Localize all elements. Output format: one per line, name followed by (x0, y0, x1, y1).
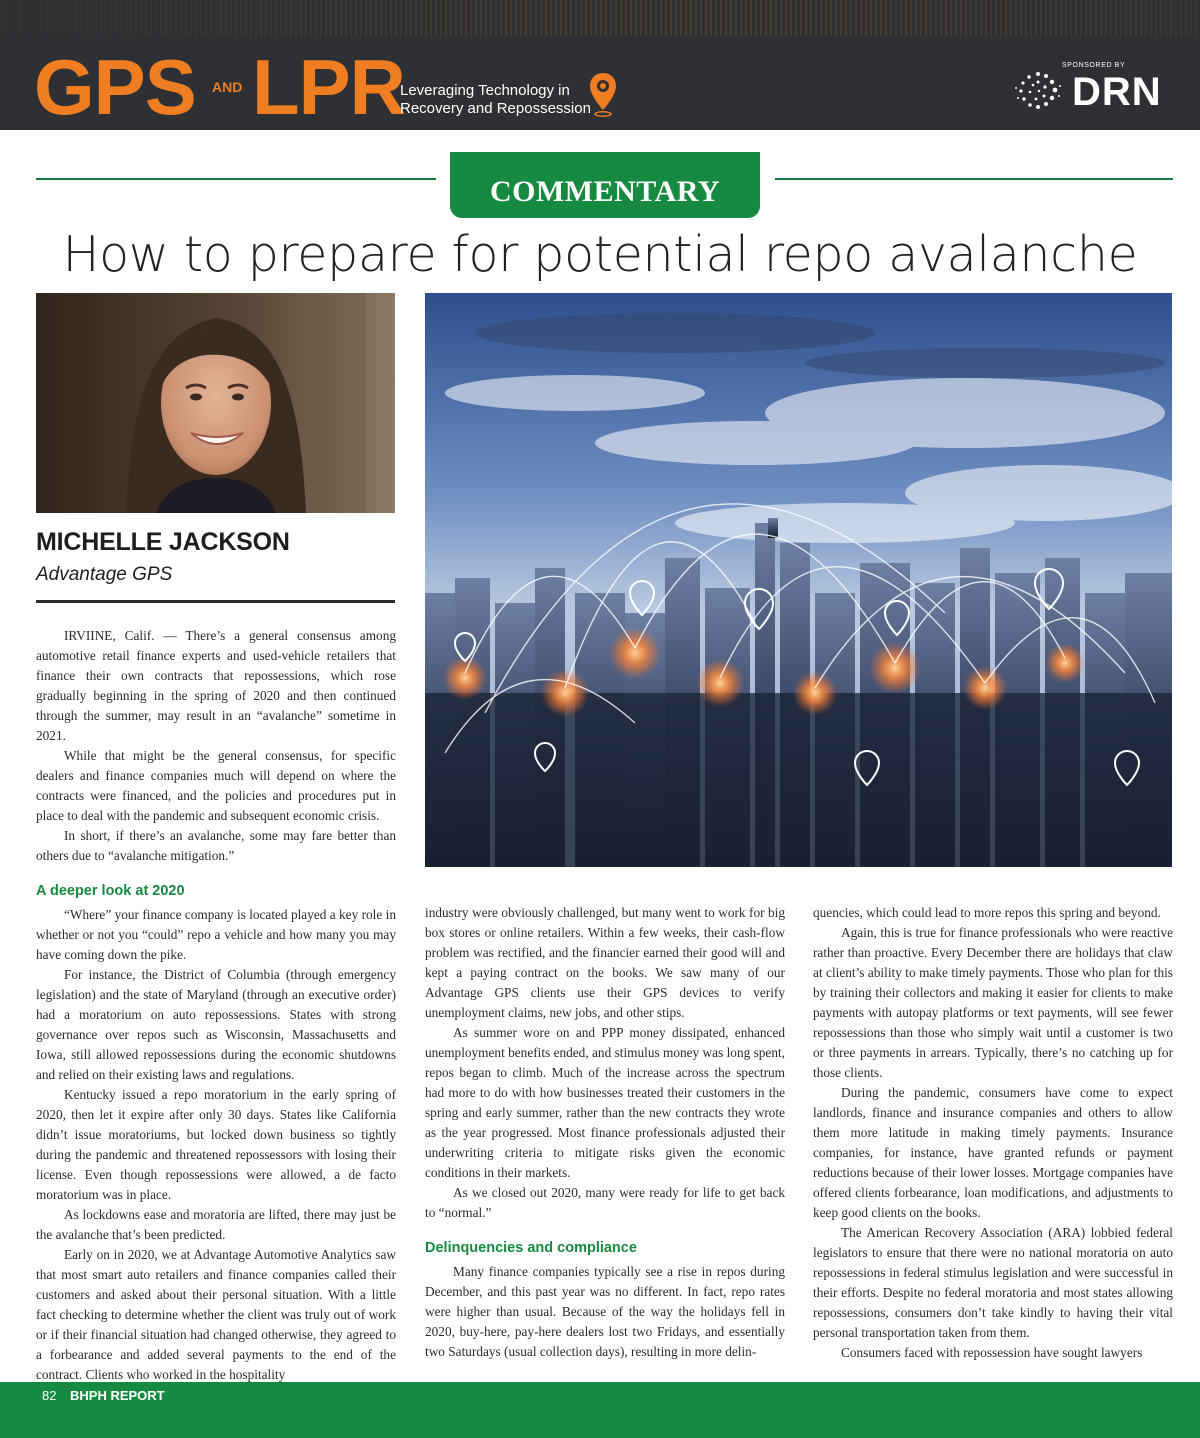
section-rule-left (36, 178, 436, 180)
author-portrait-illustration (36, 293, 395, 513)
banner-tagline (400, 82, 591, 118)
paragraph: During the pandemic, consumers have come to expect landlords, finance and insurance companies and others to allow them more latitude in making timely payments. Insurance companies, for instance, have granted refunds or payment reductions because of their lower losses. Mortgage companies have offered clients forbearance, loan modifications, and adjustments to keep good clients on the books. (813, 1085, 1173, 1220)
article-column-2 (425, 903, 785, 1362)
author-portrait (36, 293, 395, 513)
page-footer (0, 1382, 1200, 1438)
author-divider (36, 600, 395, 603)
author-organization: Advantage GPS (36, 564, 173, 585)
publication-name: BHPH REPORT (70, 1388, 165, 1403)
paragraph: quencies, which could lead to more repos this spring and beyond. (813, 905, 1161, 920)
paragraph: Consumers faced with repossession have sought lawyers (841, 1345, 1143, 1360)
section-label: COMMENTARY (450, 152, 760, 218)
drn-logo-mark-icon (1012, 68, 1064, 114)
paragraph: “Where” your finance company is located played a key role in whether or not you “could” repo a vehicle and how many you may have coming down the pike. (36, 907, 396, 962)
tagline-line-2: Recovery and Repossession (400, 100, 591, 117)
logo-lpr: LPR (252, 43, 405, 131)
city-skyline-illustration (425, 293, 1172, 867)
paragraph: IRVIINE, Calif. — There’s a general consensus among automotive retail finance experts and used-vehicle retailers that finance their own contracts that repossessions, which rose gradually beginning in the spring of 2020 and then continued through the summer, may result in an “avalanche” sometime in 2021. (36, 628, 396, 743)
paragraph: Early on in 2020, we at Advantage Automotive Analytics saw that most smart auto retailers and finance companies called their customers and asked about their personal situation. With a little fact checking to determine whether the client was truly out of work or if their financial situation had changed otherwise, they agreed to a forbearance and added several payments to the end of the contract. Clients who worked in the hospitality (36, 1247, 396, 1382)
paragraph: Again, this is true for finance professionals who were reactive rather than proactive. Every December there are holidays that claw at client’s ability to make timely payments. Those who plan for this by training their collectors and making it easier for clients to make payments with autopay platforms or text payments, will see fewer repossessions than those who simply wait until a customer is two or three payments in arrears. Typically, there’s no catching up for those clients. (813, 925, 1173, 1080)
banner-texture-warm (0, 0, 1200, 36)
article-intro (36, 626, 396, 866)
feature-image-city-pins (425, 293, 1172, 867)
article-headline: How to prepare for potential repo avalanche (62, 226, 1138, 283)
map-pin-icon (588, 72, 618, 118)
logo-and: AND (212, 79, 243, 95)
paragraph: Many finance companies typically see a rise in repos during December, and this past year was no different. In fact, repo rates were higher than usual. Because of the way the holidays fell in 2020, buy-here, pay-here dealers lost two Fridays, and essentially two Saturdays (usual collection days), resulting in more delin- (425, 1264, 785, 1359)
paragraph: The American Recovery Association (ARA) lobbied federal legislators to ensure that there were no national moratoria on auto repossessions in federal stimulus legislation and were successful in their efforts. Despite no federal moratoria and most states allowing repossessions, consumers don’t take kindly to having their vital personal transportation taken from them. (813, 1225, 1173, 1340)
article-column-1 (36, 866, 396, 1385)
logo-gps: GPS (34, 43, 196, 131)
subhead-delinquencies: Delinquencies and compliance (425, 1240, 637, 1256)
paragraph: In short, if there’s an avalanche, some may fare better than others due to “avalanche mitigation.” (36, 828, 396, 863)
paragraph: As summer wore on and PPP money dissipated, enhanced unemployment benefits ended, and stimulus money was long spent, repos began to climb. Much of the increase across the spectrum had more to do with how businesses treated their customers in the spring and early summer, rather than the new contracts they wrote as the year progressed. Most finance professionals adjusted their underwriting criteria to mitigate risks given the economic conditions in their markets. (425, 1025, 785, 1180)
article-column-3 (813, 903, 1173, 1363)
tagline-line-1: Leveraging Technology in (400, 82, 570, 99)
page-number: 82 (42, 1388, 57, 1403)
section-rule-right (775, 178, 1173, 180)
paragraph: Kentucky issued a repo moratorium in the early spring of 2020, then let it expire after only 30 days. States like California didn’t issue moratoriums, but locked down business so tightly during the pandemic and threatened repossessors with losing their license. Even though repossessions were allowed, a de facto moratorium was in place. (36, 1087, 396, 1202)
sponsored-by-label: SPONSORED BY (1062, 62, 1126, 69)
paragraph: As lockdowns ease and moratoria are lifted, there may just be the avalanche that’s been predicted. (36, 1207, 396, 1242)
paragraph: While that might be the general consensus, for specific dealers and finance companies much will depend on where the contracts were financed, and the policies and procedures put in place to deal with the pandemic and subsequent economic crisis. (36, 748, 396, 823)
paragraph: industry were obviously challenged, but many went to work for big box stores or online retailers. Within a few weeks, their cash-flow problem was rectified, and the financier earned their good will and kept a paying contract on the books. We saw many of our Advantage GPS clients use their GPS devices to verify unemployment claims, new jobs, and other stips. (425, 905, 785, 1020)
paragraph: As we closed out 2020, many were ready for life to get back to “normal.” (425, 1185, 785, 1220)
paragraph: For instance, the District of Columbia (through emergency legislation) and the state of Maryland (through an executive order) had a moratorium on auto repossessions. States with strong governance over repos such as Wisconsin, Massachusetts and Iowa, still allowed repossessions during the economic shutdowns and relied on their existing laws and regulations. (36, 967, 396, 1082)
drn-logo-text: DRN (1072, 70, 1162, 114)
subhead-deeper-look: A deeper look at 2020 (36, 883, 185, 899)
author-name: MICHELLE JACKSON (36, 528, 290, 556)
